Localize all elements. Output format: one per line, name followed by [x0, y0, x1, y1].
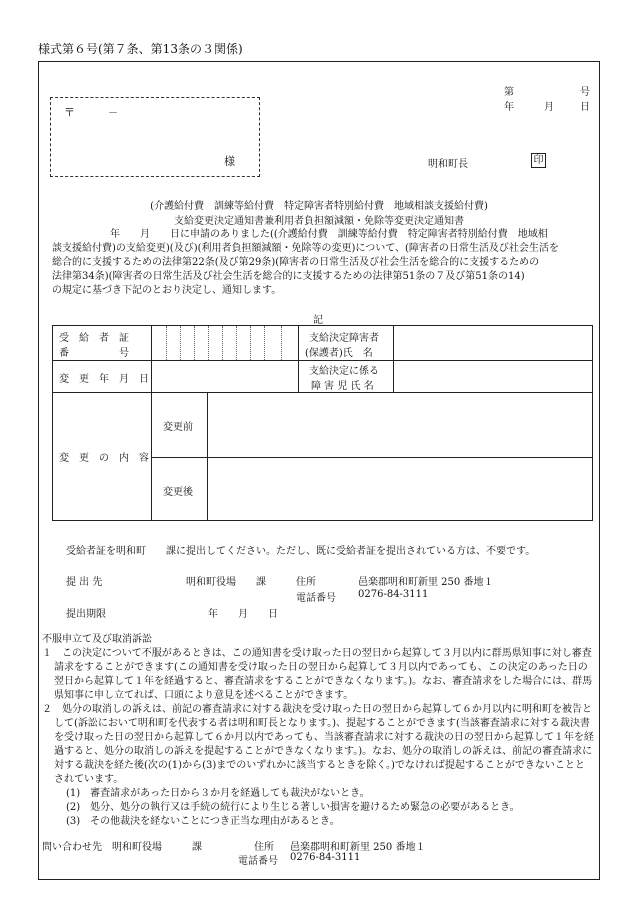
seal-mark: 印 — [531, 153, 546, 168]
dest-label: 提 出 先 — [66, 577, 103, 588]
before-label: 変更前 — [163, 422, 193, 433]
postal-mark: 〒 — [64, 106, 75, 119]
submission-note: 受給者証を明和町 課に提出してください。ただし、既に受給者証を提出されている方は、不要です。 — [66, 546, 536, 557]
date-day: 日 — [580, 102, 590, 113]
dest-addr-label: 住所 — [296, 577, 316, 588]
change-date-label: 変 更 年 月 日 — [59, 374, 149, 385]
appeal-item-2: (2) 処分、処分の執行又は手続の続行により生じる著しい損害を避けるため緊急の必要があるとき。 — [66, 802, 520, 813]
dest-tel-label: 電話番号 — [296, 593, 336, 604]
dest-tel-value: 0276-84-3111 — [358, 589, 429, 600]
intro-line3: 総合的に支援するための法律第22条(及び第29条)(障害者の日常生活及び社会生活を総合的に支援するための — [52, 257, 540, 268]
person-label-2: (保護者)氏 名 — [305, 348, 373, 359]
appeal-item-3: (3) その他裁決を経ないことにつき正当な理由があるとき。 — [66, 816, 340, 827]
decision-table — [52, 325, 593, 521]
issuer-name: 明和町長 — [428, 159, 468, 170]
person-label-1: 支給決定障害者 — [309, 333, 379, 344]
title-line1: (介護給付費 訓練等給付費 特定障害者特別給付費 地域相談支援給付費) — [150, 201, 488, 212]
child-label-1: 支給決定に係る — [309, 366, 379, 377]
intro-line5: の規定に基づき下記のとおり決定し、通知します。 — [52, 285, 282, 296]
intro-line2: 談支援給付費)の支給変更)(及び)(利用者負担額減額・免除等の変更)について、(障害者の日常生活及び社会生活を — [52, 243, 559, 254]
contact-tel-value: 0276-84-3111 — [290, 852, 361, 863]
contact-addr-label: 住所 — [254, 842, 274, 853]
appeal-section — [42, 633, 594, 829]
intro-line4: 法律第34条)(障害者の日常生活及び社会生活を総合的に支援するための法律第51条の７及び第51条の14) — [52, 271, 525, 282]
date-year: 年 — [504, 102, 514, 113]
appeal-heading: 不服申立て及び取消訴訟 — [42, 634, 152, 645]
change-content-label: 変 更 の 内 容 — [59, 453, 149, 464]
after-label: 変更後 — [163, 487, 193, 498]
recipient-no-label-1: 受 給 者 証 — [59, 333, 129, 344]
appeal-item-1: (1) 審査請求があった日から３か月を経過しても裁決がないとき。 — [66, 788, 370, 799]
date-month: 月 — [544, 102, 554, 113]
recipient-no-label-2: 番 号 — [59, 348, 129, 359]
contact-addr-value: 邑楽郡明和町新里 250 番地１ — [290, 842, 426, 853]
number-suffix: 号 — [580, 87, 590, 98]
postal-dash: － — [108, 108, 118, 119]
appeal-paragraph-2: ２ 処分の取消しの訴えは、前記の審査請求に対する裁決を受け取った日の翌日から起算して６か月以内に明和町を被告として(訴訟において明和町を代表する者は明和町長となります。)、提起することができます(当該審査請求に対する裁決書を受け取った日の翌日から起算して６か月以内であっても、当該審査請求に対する裁決の日の翌日から起算して１年を経過すると、処分の取消しの訴えを提起することができなくなります。)。なお、処分の取消しの訴えは、前記の審査請求に対する裁決を経た後(次の(1)から(3)までのいずれかに該当するときを除く。)でなければ提起することができないこととされています。 — [42, 704, 594, 785]
honorific: 様 — [224, 155, 235, 168]
deadline-date: 年 月 日 — [208, 609, 278, 620]
dest-addr-value: 邑楽郡明和町新里 250 番地１ — [358, 577, 494, 588]
dest-office: 明和町役場 課 — [186, 577, 266, 588]
child-label-2: 障 害 児 氏 名 — [311, 381, 374, 392]
document-title: 支給変更決定通知書兼利用者負担額減額・免除等変更決定通知書 — [174, 216, 464, 227]
contact-label: 問い合わせ先 明和町役場 課 — [42, 842, 202, 853]
number-label: 第 — [504, 87, 514, 98]
intro-paragraph — [52, 228, 592, 298]
deadline-label: 提出期限 — [66, 609, 106, 620]
intro-line1: 年 月 日に申請のありました((介護給付費 訓練等給付費 特定障害者特別給付費 地域相 — [110, 229, 548, 240]
appeal-paragraph-1: １ この決定について不服があるときは、この通知書を受け取った日の翌日から起算して３月以内に群馬県知事に対し審査請求をすることができます(この通知書を受け取った日の翌日から起算して３月以内であっても、この決定のあった日の翌日から起算して１年を経過すると、審査請求をすることができなくなります。)。なお、審査請求をした場合には、群馬県知事に申し立てれば、口頭により意見を述べることができます。 — [42, 648, 593, 701]
form-label: 様式第６号(第７条、第13条の３関係) — [38, 42, 243, 56]
ki-label: 記 — [313, 315, 323, 326]
contact-tel-label: 電話番号 — [238, 856, 278, 867]
